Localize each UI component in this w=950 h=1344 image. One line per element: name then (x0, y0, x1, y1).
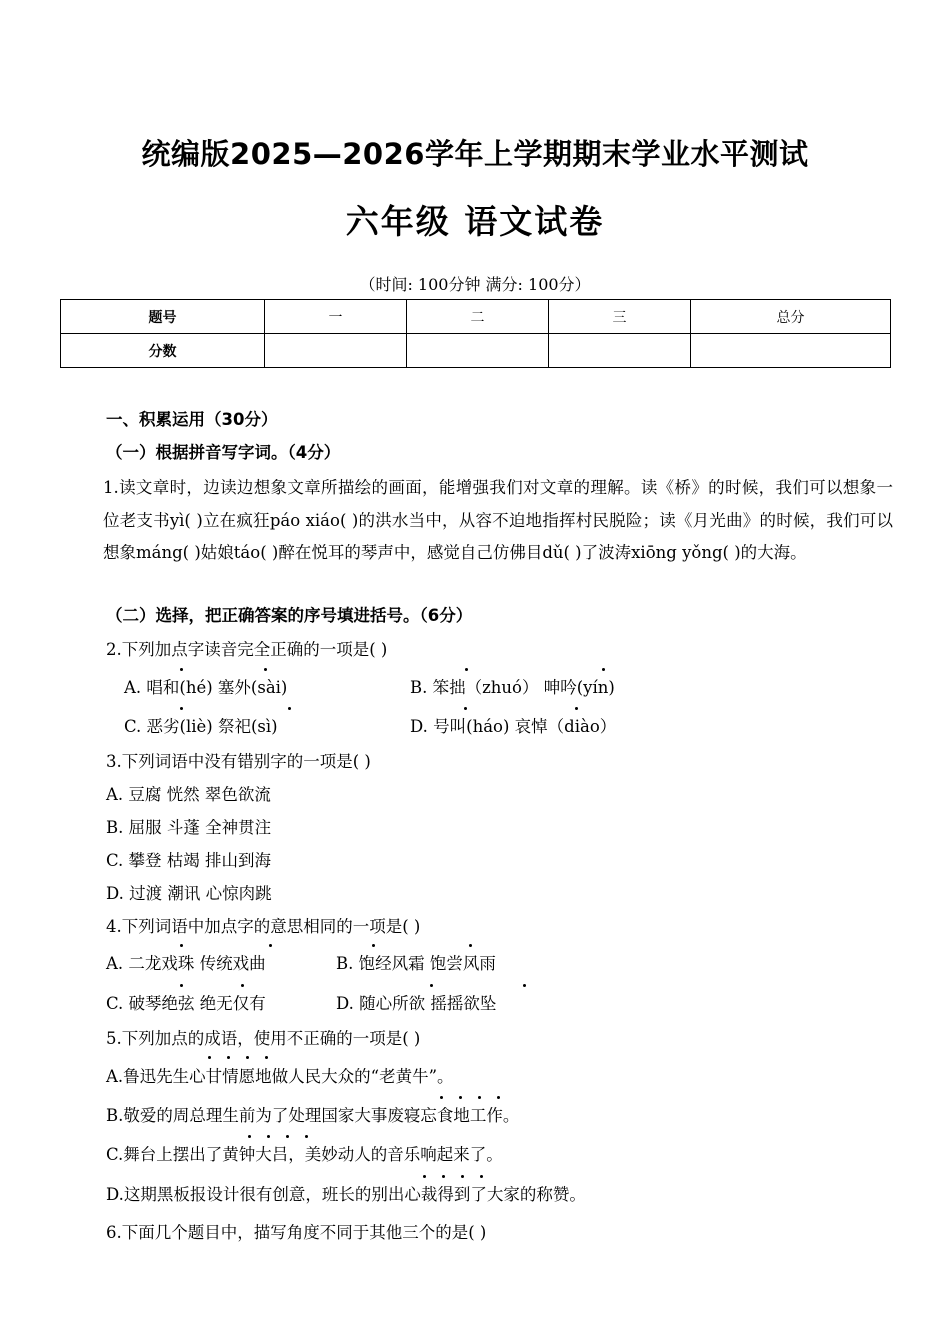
emphasis-dot (372, 944, 375, 947)
exam-title: 统编版2025—2026学年上学期期末学业水平测试 (141, 137, 809, 171)
emphasis-dot (430, 984, 433, 987)
score-input-cell[interactable] (407, 334, 549, 368)
emphasis-dot (208, 1056, 211, 1059)
score-table-cell: 题号 (61, 300, 265, 334)
emphasis-dot (442, 1175, 445, 1178)
emphasis-dot (265, 1056, 268, 1059)
emphasis-dot (469, 944, 472, 947)
question-4-stem: 4.下列词语中加点字的意思相同的一项是( ) (106, 917, 421, 936)
emphasis-dot (464, 707, 467, 710)
question-5-option-a: A.鲁迅先生心甘情愿地做人民大众的“老黄牛”。 (106, 1067, 454, 1086)
emphasis-dot (575, 707, 578, 710)
score-input-cell[interactable] (549, 334, 691, 368)
exam-subtitle: 六年级 语文试卷 (345, 202, 605, 241)
question-3-option: C. 攀登 枯竭 排山到海 (106, 851, 272, 870)
emphasis-dot (461, 1175, 464, 1178)
score-table-cell: 总分 (691, 300, 891, 334)
emphasis-dot (523, 984, 526, 987)
question-5-option-b: B.敬爱的周总理生前为了处理国家大事废寝忘食地工作。 (106, 1106, 520, 1125)
question-2-option-c: C. 恶劣(liè) 祭祀(sì) (124, 717, 278, 736)
question-3-option: B. 屈服 斗蓬 全神贯注 (106, 818, 272, 837)
question-4-option-d: D. 随心所欲 摇摇欲坠 (336, 994, 497, 1013)
question-3-stem: 3.下列词语中没有错别字的一项是( ) (106, 752, 371, 771)
question-4-option-c: C. 破琴绝弦 绝无仅有 (106, 994, 266, 1013)
question-3-option: A. 豆腐 恍然 翠色欲流 (106, 785, 271, 804)
emphasis-dot (305, 1135, 308, 1138)
score-input-cell[interactable] (265, 334, 407, 368)
score-table-cell: 分数 (61, 334, 265, 368)
part-heading: （一）根据拼音写字词。（4分） (106, 443, 341, 462)
question-5-option-d: D.这期黑板报设计很有创意，班长的别出心裁得到了大家的称赞。 (106, 1185, 586, 1204)
question-5-stem: 5.下列加点的成语，使用不正确的一项是( ) (106, 1029, 421, 1048)
question-2-option-b: B. 笨拙（zhuó） 呻吟(yín) (410, 678, 615, 697)
time-info: （时间: 100分钟 满分: 100分） (359, 275, 591, 294)
question-2-option-a: A. 唱和(hé) 塞外(sài) (124, 678, 288, 697)
emphasis-dot (478, 1096, 481, 1099)
score-table-cell: 三 (549, 300, 691, 334)
question-4-option-b: B. 饱经风霜 饱尝风雨 (336, 954, 496, 973)
emphasis-dot (264, 668, 267, 671)
emphasis-dot (248, 1135, 251, 1138)
emphasis-dot (497, 1096, 500, 1099)
score-input-cell[interactable] (691, 334, 891, 368)
emphasis-dot (286, 1135, 289, 1138)
question-1: 1.读文章时，边读边想象文章所描绘的画面，能增强我们对文章的理解。读《桥》的时候，我们可以想象一位老支书yì( )立在疯狂páo xiáo( )的洪水当中，从容不迫地指挥村民脱险；读《月光曲》的时候，我们可以想象máng( )姑娘táo( )醉在悦耳的琴声中，感觉自己仿佛目dǔ( )了波涛xiōng yǒng( )的大海。 (103, 478, 893, 562)
emphasis-dot (288, 707, 291, 710)
question-4-option-a: A. 二龙戏珠 传统戏曲 (106, 954, 266, 973)
score-table-cell: 二 (407, 300, 549, 334)
score-table-score-row (61, 334, 891, 368)
emphasis-dot (180, 944, 183, 947)
question-6-stem: 6.下面几个题目中，描写角度不同于其他三个的是( ) (106, 1223, 487, 1242)
emphasis-dot (465, 668, 468, 671)
emphasis-dot (602, 668, 605, 671)
emphasis-dot (423, 1175, 426, 1178)
emphasis-dot (480, 1175, 483, 1178)
emphasis-dot (269, 944, 272, 947)
emphasis-dot (440, 1096, 443, 1099)
emphasis-dot (246, 1056, 249, 1059)
emphasis-dot (267, 1135, 270, 1138)
question-5-option-c: C.舞台上摆出了黄钟大吕，美妙动人的音乐响起来了。 (106, 1145, 503, 1164)
score-table-cell: 一 (265, 300, 407, 334)
emphasis-dot (241, 984, 244, 987)
part-heading: （二）选择，把正确答案的序号填进括号。（6分） (106, 606, 473, 625)
score-table-header-row (61, 300, 891, 334)
emphasis-dot (180, 984, 183, 987)
emphasis-dot (180, 707, 183, 710)
section-heading: 一、积累运用（30分） (106, 410, 278, 429)
question-2-stem: 2.下列加点字读音完全正确的一项是( ) (106, 640, 388, 659)
question-2-option-d: D. 号叫(háo) 哀悼（diào） (410, 717, 617, 736)
emphasis-dot (227, 1056, 230, 1059)
question-3-option: D. 过渡 潮讯 心惊肉跳 (106, 884, 272, 903)
score-table (60, 299, 891, 368)
emphasis-dot (180, 668, 183, 671)
emphasis-dot (459, 1096, 462, 1099)
